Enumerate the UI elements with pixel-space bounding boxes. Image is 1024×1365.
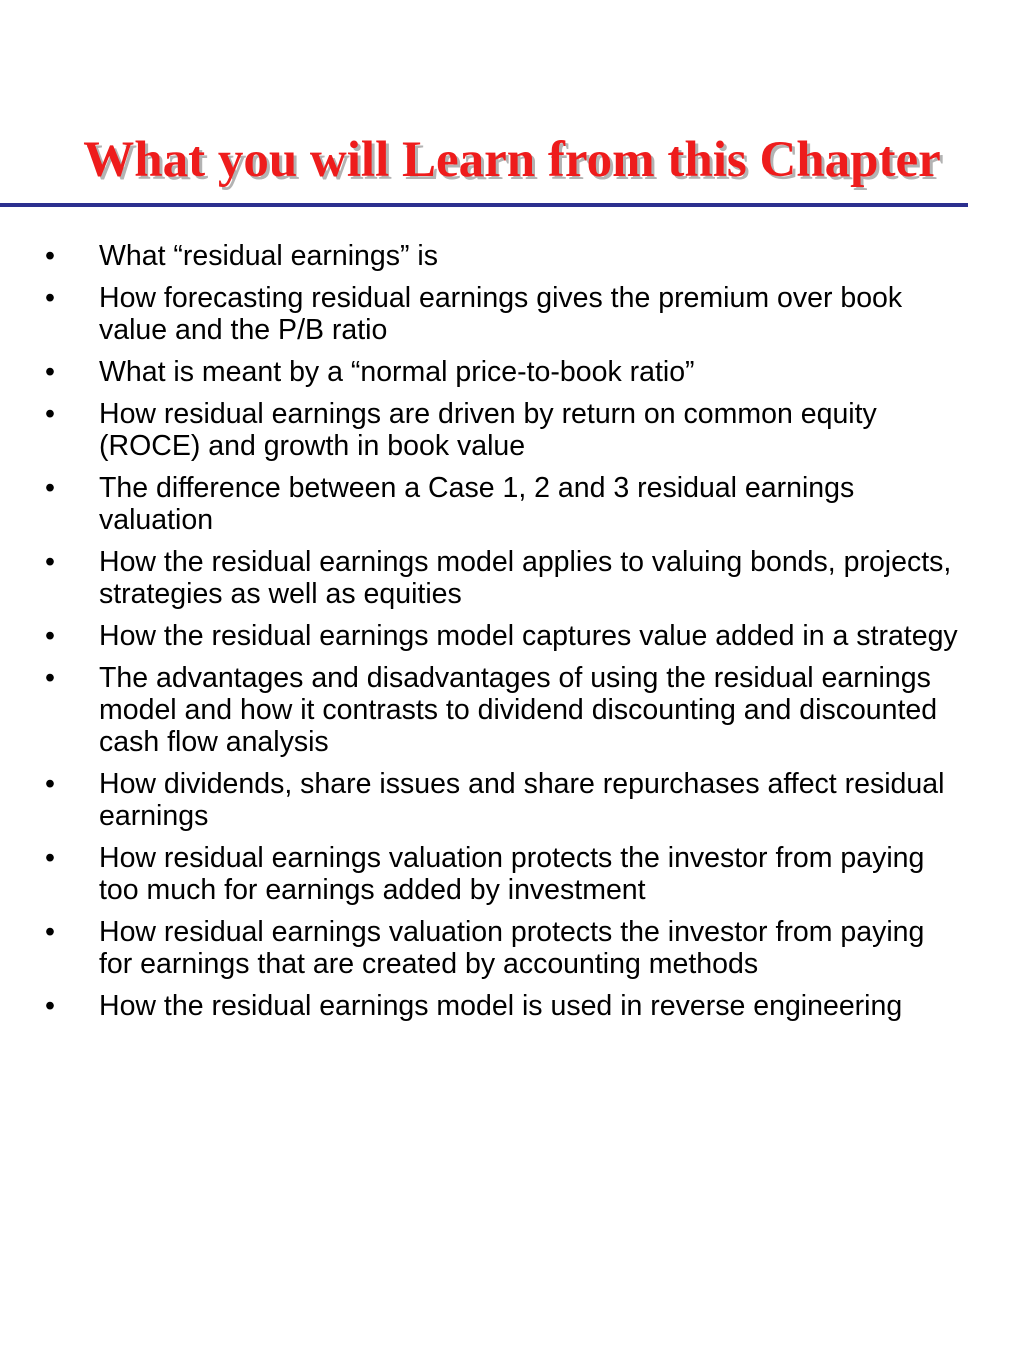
bullet-dot-icon: • [45,620,55,652]
bullet-dot-icon: • [45,990,55,1022]
bullet-item [0,282,1024,346]
bullet-text: How residual earnings valuation protects the investor from paying for earnings that are created by accounting methods [99,916,925,980]
bullet-item [0,240,1024,272]
bullet-text: How residual earnings are driven by return on common equity (ROCE) and growth in book value [99,398,877,462]
bullet-dot-icon: • [45,356,55,388]
bullet-item [0,768,1024,832]
slide-title: What you will Learn from this Chapter [83,132,941,188]
bullet-dot-icon: • [45,768,55,800]
bullet-text: What is meant by a “normal price-to-book ratio” [99,356,695,388]
bullet-text: How dividends, share issues and share repurchases affect residual earnings [99,768,945,832]
bullet-item [0,620,1024,652]
bullet-text: How the residual earnings model is used in reverse engineering [99,990,903,1022]
bullet-text: What “residual earnings” is [99,240,438,272]
bullet-dot-icon: • [45,282,55,314]
bullet-item [0,356,1024,388]
bullet-item [0,990,1024,1022]
bullet-dot-icon: • [45,842,55,874]
bullet-item [0,472,1024,536]
bullet-text: How the residual earnings model captures value added in a strategy [99,620,958,652]
bullet-item [0,842,1024,906]
title-underline [0,203,968,207]
bullet-text: How residual earnings valuation protects the investor from paying too much for earnings added by investment [99,842,925,906]
bullet-item [0,398,1024,462]
bullet-dot-icon: • [45,662,55,694]
bullet-text: The difference between a Case 1, 2 and 3 residual earnings valuation [99,472,855,536]
bullet-item [0,662,1024,758]
bullet-text: How the residual earnings model applies to valuing bonds, projects, strategies as well as equities [99,546,952,610]
bullet-list [0,240,1024,1032]
bullet-dot-icon: • [45,916,55,948]
bullet-text: How forecasting residual earnings gives the premium over book value and the P/B ratio [99,282,903,346]
bullet-dot-icon: • [45,472,55,504]
bullet-text: The advantages and disadvantages of using the residual earnings model and how it contrasts to dividend discounting and discounted cash flow analysis [99,662,938,758]
bullet-item [0,546,1024,610]
bullet-dot-icon: • [45,398,55,430]
bullet-item [0,916,1024,980]
bullet-dot-icon: • [45,240,55,272]
bullet-dot-icon: • [45,546,55,578]
